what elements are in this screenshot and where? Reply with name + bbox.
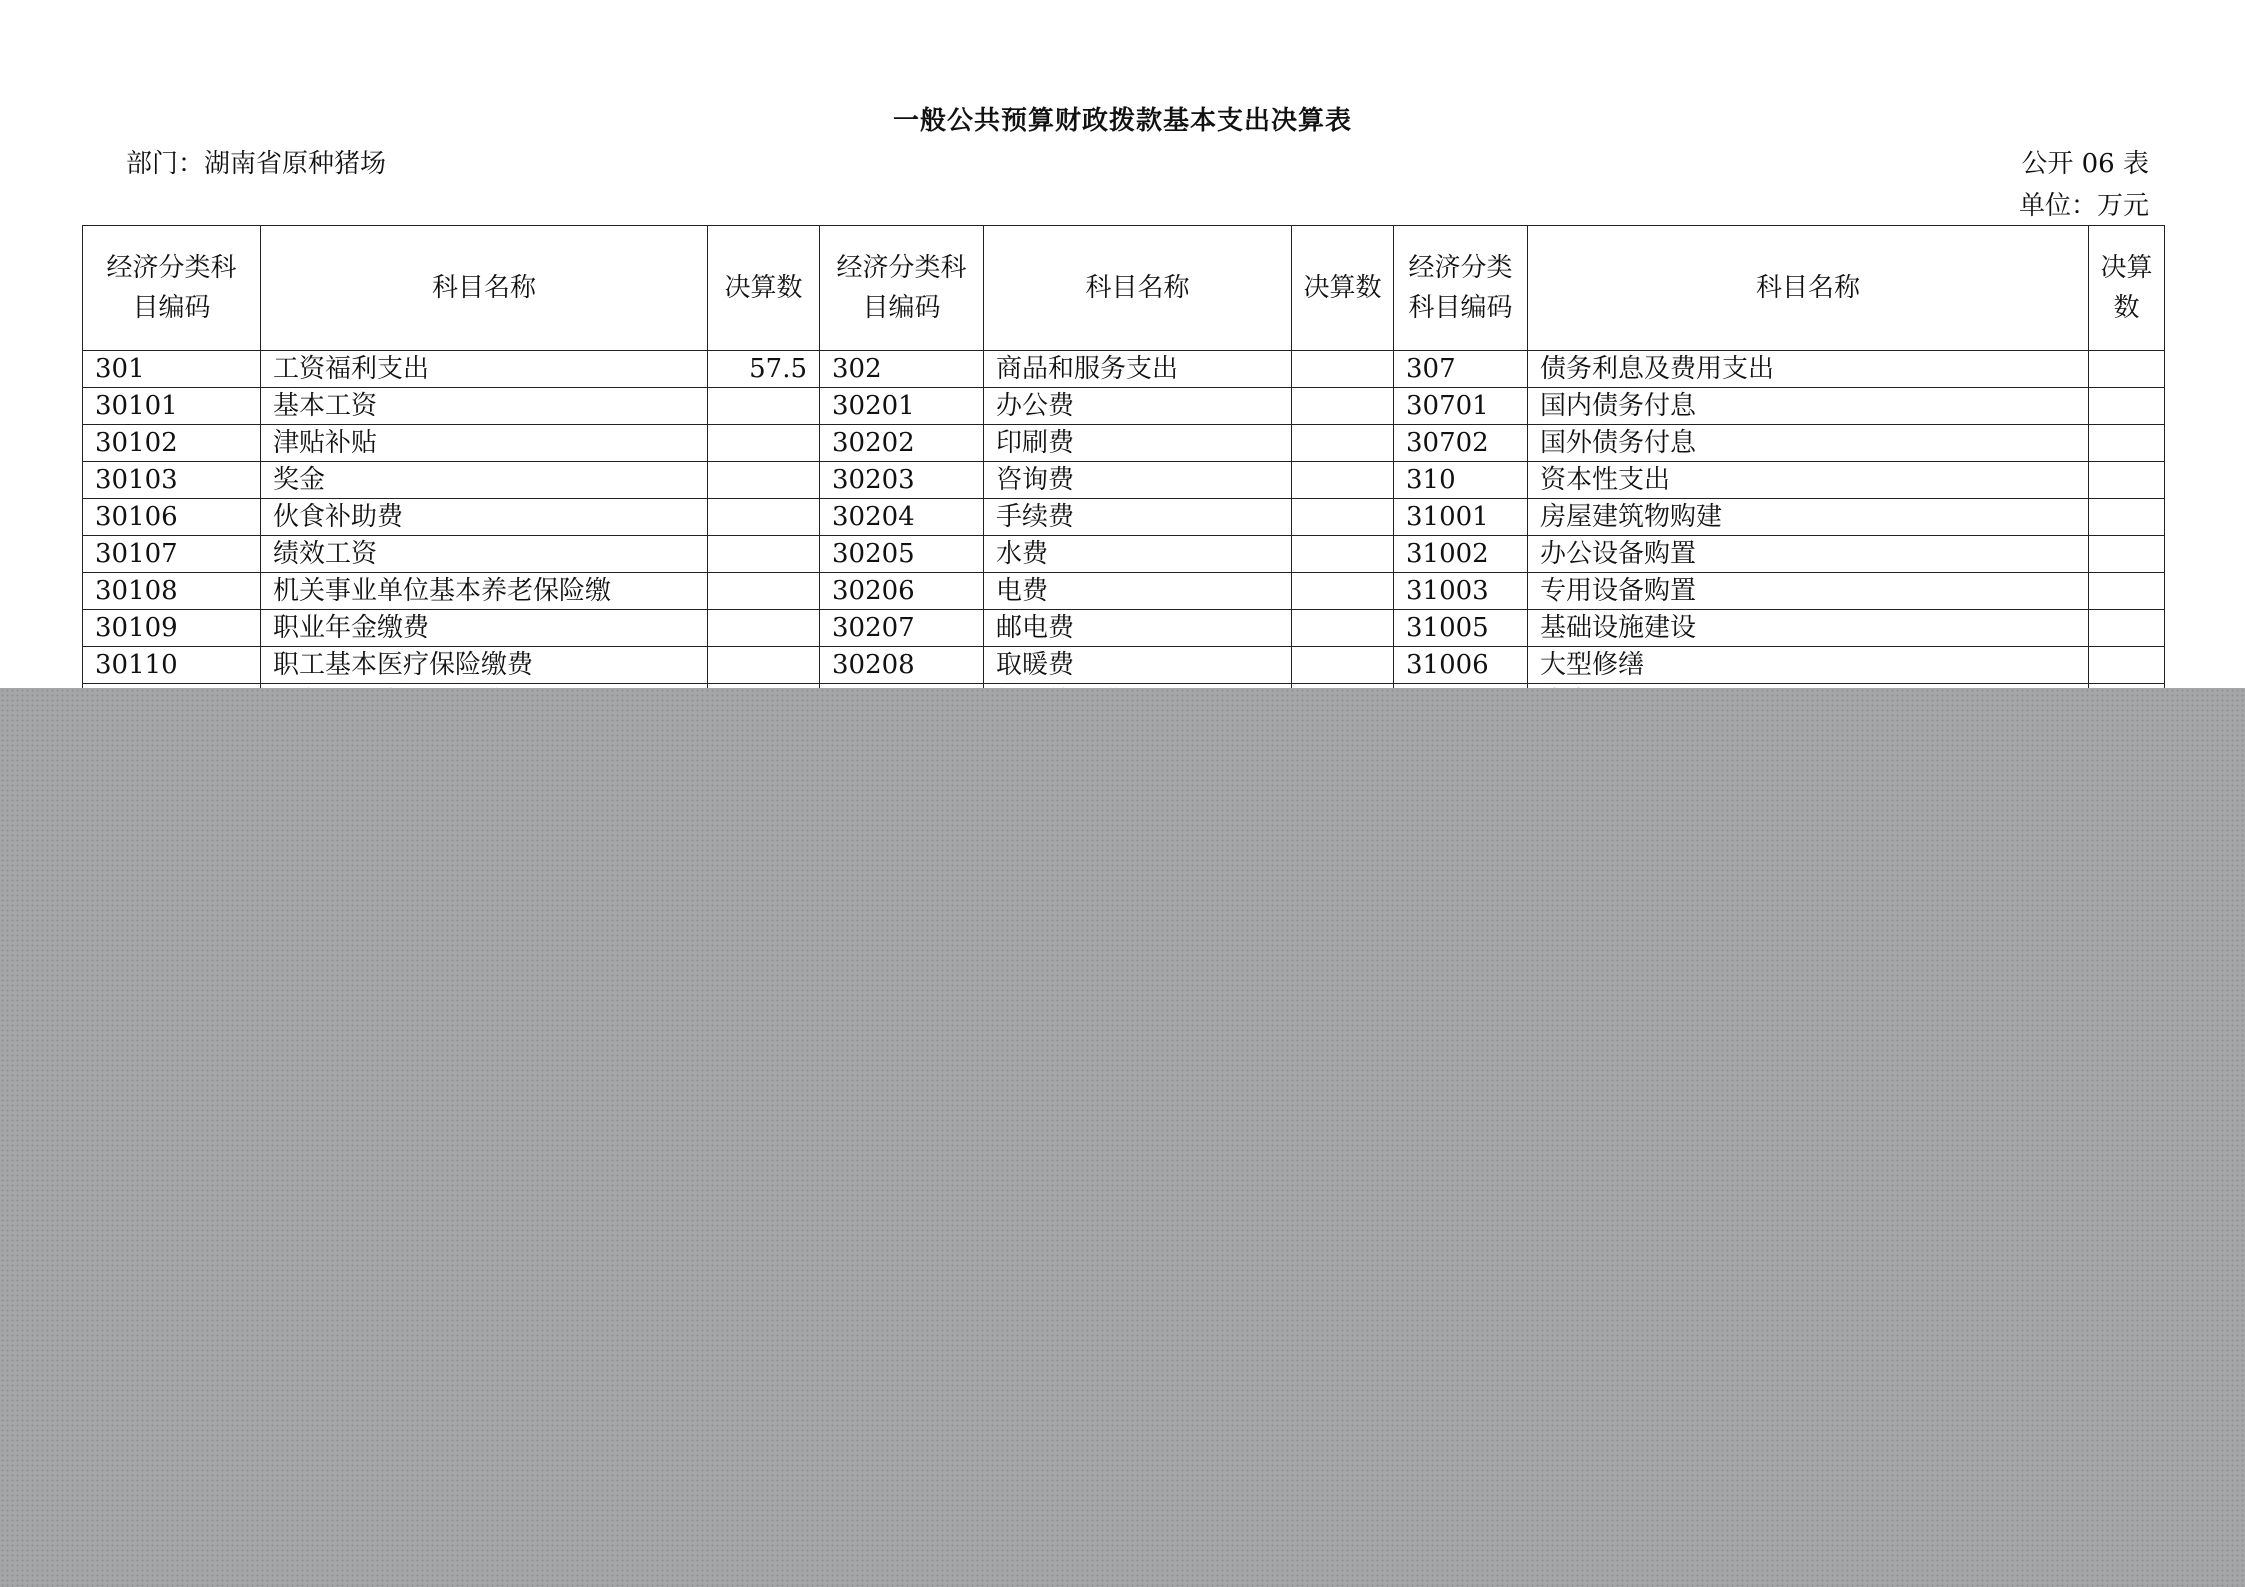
cell-code-1: 301 <box>83 351 261 388</box>
cell-code-3: 31006 <box>1394 647 1528 684</box>
form-number: 公开 06 表 <box>2021 149 2149 179</box>
cell-name-2: 商品和服务支出 <box>984 351 1292 388</box>
cell-name-1: 津贴补贴 <box>261 425 708 462</box>
cell-amount-2 <box>1292 425 1394 462</box>
cell-code-3: 30701 <box>1394 388 1528 425</box>
cell-name-2: 印刷费 <box>984 425 1292 462</box>
cell-name-1: 奖金 <box>261 462 708 499</box>
cell-amount-2 <box>1292 573 1394 610</box>
cell-code-1: 30107 <box>83 536 261 573</box>
cell-amount-3 <box>2089 351 2165 388</box>
table-row <box>83 573 2165 610</box>
cell-name-2: 咨询费 <box>984 462 1292 499</box>
document-title: 一般公共预算财政拨款基本支出决算表 <box>892 106 1352 136</box>
table-row <box>83 425 2165 462</box>
cell-amount-2 <box>1292 388 1394 425</box>
cell-code-1: 30102 <box>83 425 261 462</box>
unit-label: 单位：万元 <box>2018 191 2149 221</box>
cell-name-3: 办公设备购置 <box>1528 536 2089 573</box>
cell-amount-1 <box>708 573 820 610</box>
cell-code-2: 30203 <box>820 462 984 499</box>
header-name-3: 科目名称 <box>1528 226 2089 351</box>
cell-code-3: 31002 <box>1394 536 1528 573</box>
cell-code-1: 30101 <box>83 388 261 425</box>
cell-name-3: 专用设备购置 <box>1528 573 2089 610</box>
cell-name-2: 办公费 <box>984 388 1292 425</box>
cell-amount-3 <box>2089 462 2165 499</box>
cell-amount-1 <box>708 425 820 462</box>
cell-amount-1 <box>708 499 820 536</box>
cell-amount-1 <box>708 536 820 573</box>
cell-code-3: 310 <box>1394 462 1528 499</box>
cell-amount-3 <box>2089 425 2165 462</box>
cell-amount-1: 57.5 <box>708 351 820 388</box>
cell-amount-1 <box>708 388 820 425</box>
cell-code-2: 30205 <box>820 536 984 573</box>
cell-amount-2 <box>1292 499 1394 536</box>
cell-name-1: 绩效工资 <box>261 536 708 573</box>
table-header-row <box>83 226 2165 351</box>
cell-name-2: 手续费 <box>984 499 1292 536</box>
header-code-3: 经济分类科目编码 <box>1394 226 1528 351</box>
cell-amount-3 <box>2089 536 2165 573</box>
cell-code-2: 30206 <box>820 573 984 610</box>
cell-name-1: 机关事业单位基本养老保险缴 <box>261 573 708 610</box>
cell-code-1: 30110 <box>83 647 261 684</box>
cell-code-3: 30702 <box>1394 425 1528 462</box>
budget-table <box>82 225 2165 721</box>
cell-name-1: 工资福利支出 <box>261 351 708 388</box>
table-row <box>83 388 2165 425</box>
table-row <box>83 499 2165 536</box>
cell-code-2: 30208 <box>820 647 984 684</box>
cell-amount-3 <box>2089 647 2165 684</box>
cell-name-3: 房屋建筑物购建 <box>1528 499 2089 536</box>
cell-name-1: 职工基本医疗保险缴费 <box>261 647 708 684</box>
header-amount-1: 决算数 <box>708 226 820 351</box>
cell-code-2: 30207 <box>820 610 984 647</box>
cell-amount-2 <box>1292 536 1394 573</box>
table-row <box>83 647 2165 684</box>
cell-code-2: 30201 <box>820 388 984 425</box>
cell-code-3: 307 <box>1394 351 1528 388</box>
cell-amount-2 <box>1292 610 1394 647</box>
cell-name-2: 电费 <box>984 573 1292 610</box>
cell-amount-3 <box>2089 610 2165 647</box>
cell-amount-2 <box>1292 462 1394 499</box>
cell-name-3: 国外债务付息 <box>1528 425 2089 462</box>
header-code-2: 经济分类科目编码 <box>820 226 984 351</box>
cell-amount-1 <box>708 647 820 684</box>
cell-code-1: 30106 <box>83 499 261 536</box>
cell-amount-3 <box>2089 573 2165 610</box>
header-name-1: 科目名称 <box>261 226 708 351</box>
cell-amount-1 <box>708 462 820 499</box>
header-code-1: 经济分类科目编码 <box>83 226 261 351</box>
cell-code-2: 30204 <box>820 499 984 536</box>
cell-name-3: 基础设施建设 <box>1528 610 2089 647</box>
cell-amount-1 <box>708 610 820 647</box>
cell-code-1: 30108 <box>83 573 261 610</box>
header-amount-2: 决算数 <box>1292 226 1394 351</box>
cell-name-3: 大型修缮 <box>1528 647 2089 684</box>
header-name-2: 科目名称 <box>984 226 1292 351</box>
table-row <box>83 351 2165 388</box>
cell-amount-3 <box>2089 388 2165 425</box>
department-label: 部门：湖南省原种猪场 <box>126 149 387 179</box>
cell-name-3: 债务利息及费用支出 <box>1528 351 2089 388</box>
cell-name-3: 资本性支出 <box>1528 462 2089 499</box>
cell-code-2: 302 <box>820 351 984 388</box>
cell-code-3: 31001 <box>1394 499 1528 536</box>
cell-name-2: 水费 <box>984 536 1292 573</box>
cell-code-1: 30109 <box>83 610 261 647</box>
cell-name-3: 国内债务付息 <box>1528 388 2089 425</box>
table-body <box>83 351 2165 721</box>
cell-amount-2 <box>1292 351 1394 388</box>
table-row <box>83 536 2165 573</box>
cell-code-3: 31005 <box>1394 610 1528 647</box>
cell-code-3: 31003 <box>1394 573 1528 610</box>
cell-amount-3 <box>2089 499 2165 536</box>
table-row <box>83 462 2165 499</box>
cell-code-1: 30103 <box>83 462 261 499</box>
cell-name-1: 基本工资 <box>261 388 708 425</box>
cell-amount-2 <box>1292 647 1394 684</box>
cell-code-2: 30202 <box>820 425 984 462</box>
header-amount-3: 决算数 <box>2089 226 2165 351</box>
table-row <box>83 610 2165 647</box>
cell-name-2: 邮电费 <box>984 610 1292 647</box>
cell-name-1: 伙食补助费 <box>261 499 708 536</box>
cell-name-1: 职业年金缴费 <box>261 610 708 647</box>
cell-name-2: 取暖费 <box>984 647 1292 684</box>
gray-overlay <box>0 688 2245 1587</box>
